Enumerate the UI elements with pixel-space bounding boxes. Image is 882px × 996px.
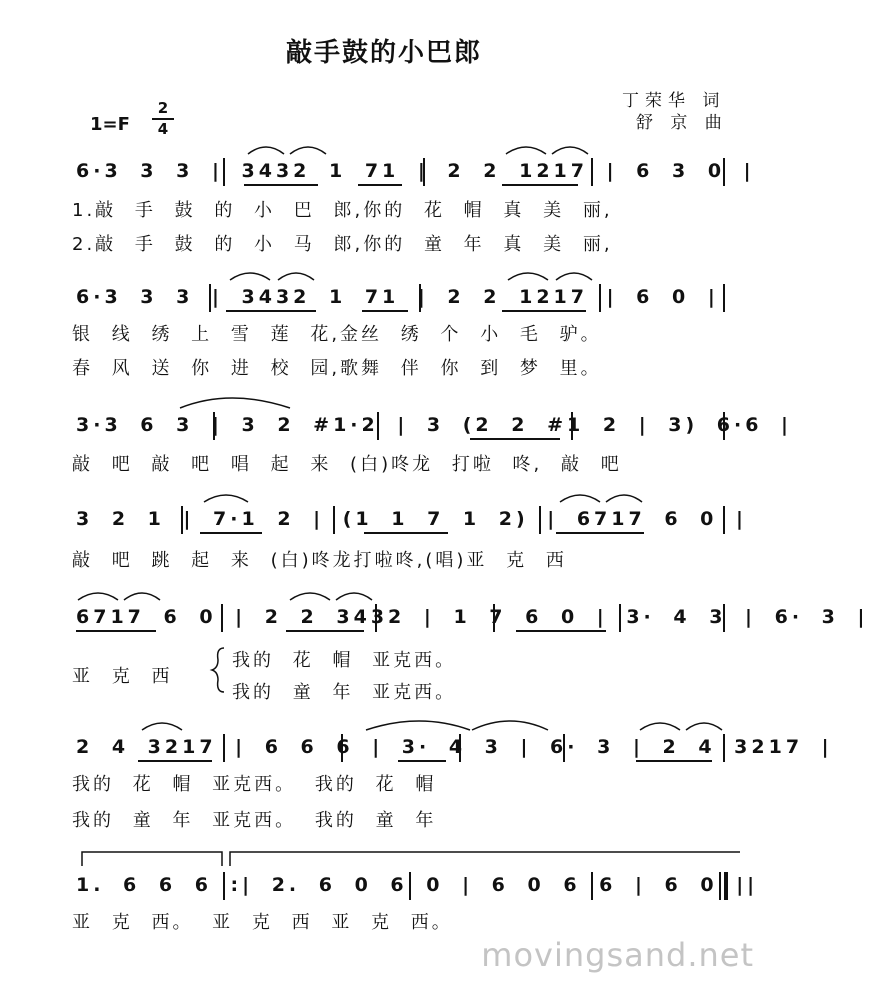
notation-row-3: 3·3 6 3 | 3 2 #1·2 | 3 (2 2 #1 2 | 3) 6·6 | xyxy=(76,414,792,436)
lyric-row-4: 敲 吧 跳 起 来 (白)咚龙打啦咚,(唱)亚 克 西 xyxy=(72,550,567,571)
lyric-row-5-verse-2: 我的 童 年 亚克西。 xyxy=(232,682,457,703)
time-signature-bottom: 4 xyxy=(157,120,169,138)
lyric-row-2-verse-2: 春 风 送 你 进 校 园,歌舞 伴 你 到 梦 里。 xyxy=(72,358,602,379)
site-watermark: movingsand.net xyxy=(481,936,754,974)
notation-row-2: 6·3 3 3 | 3432 1 71 | 2 2 1217 | 6 0 | xyxy=(76,286,719,308)
time-signature-top: 2 xyxy=(157,99,169,117)
notation-row-1: 6·3 3 3 | 3432 1 71 | 2 2 1217 | 6 3 0 | xyxy=(76,160,755,182)
song-title: 敲手鼓的小巴郎 xyxy=(285,38,482,68)
notation-row-4: 3 2 1 | 7·1 2 | (1 1 7 1 2) | 6717 6 0 | xyxy=(76,508,747,530)
lyric-row-3: 敲 吧 敲 吧 唱 起 来 (白)咚龙 打啦 咚, 敲 吧 xyxy=(72,454,622,475)
lyric-row-6-verse-1: 我的 花 帽 亚克西。 我的 花 帽 xyxy=(72,774,437,795)
lyric-row-1-verse-2: 2.敲 手 鼓 的 小 马 郎,你的 童 年 真 美 丽, xyxy=(72,234,613,255)
lyric-row-6-verse-2: 我的 童 年 亚克西。 我的 童 年 xyxy=(72,810,437,831)
lyricist-credit: 丁荣华 词 xyxy=(622,91,726,111)
notation-row-6: 2 4 3217 | 6 6 6 | 3· 4 3 | 6· 3 | 2 4 3217 | xyxy=(76,736,833,758)
time-signature xyxy=(152,100,174,138)
lyric-row-1-verse-1: 1.敲 手 鼓 的 小 巴 郎,你的 花 帽 真 美 丽, xyxy=(72,200,613,221)
lyric-row-5-main: 亚 克 西 xyxy=(72,666,173,687)
notation-row-7: 1. 6 6 6 :| 2. 6 0 6 0 | 6 0 6 6 | 6 0 || xyxy=(76,874,759,896)
composer-credit: 舒 京 曲 xyxy=(636,113,728,133)
notation-row-5: 6717 6 0 | 2 2 3432 | 1 7 6 0 | 3· 4 3 | 6· 3 | xyxy=(76,606,869,628)
lyric-row-2-verse-1: 银 线 绣 上 雪 莲 花,金丝 绣 个 小 毛 驴。 xyxy=(72,324,602,345)
lyric-row-7: 亚 克 西。 亚 克 西 亚 克 西。 xyxy=(72,912,453,933)
key-signature: 1=F xyxy=(90,114,130,135)
lyric-row-5-verse-1: 我的 花 帽 亚克西。 xyxy=(232,650,457,671)
